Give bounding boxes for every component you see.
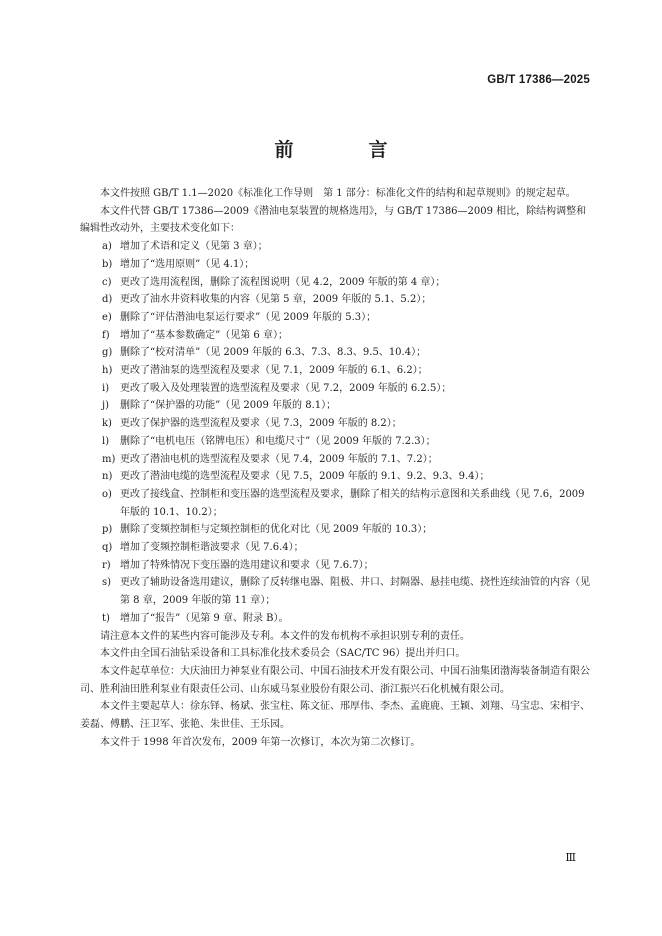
list-item-marker: a) bbox=[102, 241, 112, 253]
list-item bbox=[80, 539, 590, 557]
list-item-text: 更改了潜油泵的选型流程及要求（见 7.1，2009 年版的 6.1、6.2）； bbox=[120, 365, 428, 377]
paragraph-drafters: 本文件主要起草人：徐东铎、杨斌、张宝柱、陈文征、邢厚伟、李杰、孟鹿鹿、王颖、刘翔、马宝忠、宋相宇、姜磊、傅鹏、汪卫军、张艳、朱世佳、王乐园。 bbox=[80, 701, 590, 731]
list-item-text: 增加了变频控制柜谐波要求（见 7.6.4）； bbox=[120, 542, 304, 554]
list-item-marker: r) bbox=[102, 559, 111, 571]
list-item-text: 更改了潜油电机的选型流程及要求（见 7.4，2009 年版的 7.1、7.2）； bbox=[120, 453, 438, 465]
list-item-marker: b) bbox=[102, 258, 113, 270]
list-item-marker: i) bbox=[102, 382, 110, 394]
list-item bbox=[80, 362, 590, 380]
list-item-marker: o) bbox=[102, 488, 112, 500]
list-item-marker: n) bbox=[102, 471, 113, 483]
list-item-text: 删除了“校对清单”（见 2009 年版的 6.3、7.3、8.3、9.5、10.4）； bbox=[120, 347, 427, 359]
changes-list bbox=[80, 238, 590, 627]
paragraph-committee: 本文件由全国石油钻采设备和工具标准化技术委员会（SAC/TC 96）提出并归口。 bbox=[100, 648, 466, 660]
body-text bbox=[80, 185, 590, 752]
list-item-text: 增加了特殊情况下变压器的选用建议和要求（见 7.6.7）； bbox=[120, 559, 374, 571]
list-item-marker: s) bbox=[102, 577, 112, 589]
paragraph-drafting-rules: 本文件按照 GB/T 1.1—2020《标准化工作导则 第 1 部分：标准化文件的结构和起草规则》的规定起草。 bbox=[100, 188, 576, 199]
list-item-marker: g) bbox=[102, 347, 113, 359]
list-item-marker: p) bbox=[102, 524, 113, 536]
list-item-marker: d) bbox=[102, 294, 113, 306]
list-item bbox=[80, 415, 590, 433]
list-item-text: 增加了术语和定义（见第 3 章）； bbox=[120, 241, 268, 253]
list-item-text: 删除了“评估潜油电泵运行要求”（见 2009 年版的 5.3）； bbox=[120, 311, 377, 323]
list-item bbox=[80, 291, 590, 309]
page-title: 前 言 bbox=[274, 139, 416, 161]
list-item-text: 更改了保护器的选型流程及要求（见 7.3，2009 年版的 8.2）； bbox=[120, 418, 402, 430]
list-item-text: 增加了“报告”（见第 9 章、附录 B）。 bbox=[120, 612, 289, 624]
list-item-marker: l) bbox=[102, 435, 110, 447]
list-item bbox=[80, 309, 590, 327]
list-item-marker: j) bbox=[102, 400, 110, 412]
list-item bbox=[80, 433, 590, 451]
list-item-marker: q) bbox=[102, 542, 113, 554]
list-item bbox=[80, 521, 590, 539]
list-item-text: 删除了“电机电压（铭牌电压）和电缆尺寸”（见 2009 年版的 7.2.3）； bbox=[120, 435, 436, 447]
list-item-text: 增加了“基本参数确定”（见第 6 章）； bbox=[120, 329, 288, 341]
list-item bbox=[80, 451, 590, 469]
standard-code: GB/T 17386—2025 bbox=[487, 74, 590, 86]
list-item-marker: k) bbox=[102, 418, 112, 430]
list-item-text: 更改了吸入及处理装置的选型流程及要求（见 7.2，2009 年版的 6.2.5）； bbox=[120, 382, 452, 394]
list-item-text: 增加了“选用原则”（见 4.1）； bbox=[120, 258, 255, 270]
list-item-marker: h) bbox=[102, 365, 113, 377]
list-item bbox=[80, 238, 590, 256]
paragraph-patent-notice: 请注意本文件的某些内容可能涉及专利。本文件的发布机构不承担识别专利的责任。 bbox=[100, 630, 470, 642]
list-item bbox=[80, 610, 590, 628]
list-item-marker: f) bbox=[102, 329, 110, 341]
list-item bbox=[80, 468, 590, 486]
list-item-marker: m) bbox=[102, 453, 116, 465]
list-item-text: 删除了变频控制柜与定频控制柜的优化对比（见 2009 年版的 10.3）； bbox=[120, 524, 433, 536]
paragraph-drafting-units: 本文件起草单位：大庆油田力神泵业有限公司、中国石油技术开发有限公司、中国石油集团渤海装备制造有限公司、胜利油田胜利泵业有限责任公司、山东威马泵业股份有限公司、浙江振兴石化机械有限公司。 bbox=[80, 665, 590, 695]
page-number: Ⅲ bbox=[565, 851, 576, 864]
list-item-text: 更改了油水井资料收集的内容（见第 5 章，2009 年版的 5.1、5.2）； bbox=[120, 294, 432, 306]
list-item-marker: t) bbox=[102, 612, 110, 624]
list-item bbox=[80, 327, 590, 345]
list-item-text: 删除了“保护器的功能”（见 2009 年版的 8.1）； bbox=[120, 400, 337, 412]
list-item bbox=[80, 256, 590, 274]
list-item bbox=[80, 274, 590, 292]
list-item bbox=[80, 486, 590, 521]
paragraph-history: 本文件于 1998 年首次发布，2009 年第一次修订，本次为第二次修订。 bbox=[100, 736, 421, 748]
list-item-text: 更改了选用流程图，删除了流程图说明（见 4.2，2009 年版的第 4 章）； bbox=[120, 276, 446, 288]
list-item-text: 更改了接线盒、控制柜和变压器的选型流程及要求，删除了相关的结构示意图和关系曲线（见 7.6，2009 年版的 10.1、10.2）； bbox=[120, 488, 585, 518]
list-item bbox=[80, 380, 590, 398]
list-item bbox=[80, 397, 590, 415]
list-item bbox=[80, 344, 590, 362]
list-item bbox=[80, 574, 590, 609]
paragraph-replacement: 本文件代替 GB/T 17386—2009《潜油电泵装置的规格选用》，与 GB/T 17386—2009 相比，除结构调整和编辑性改动外，主要技术变化如下： bbox=[80, 205, 587, 235]
list-item-marker: e) bbox=[102, 311, 112, 323]
list-item-marker: c) bbox=[102, 276, 112, 288]
list-item-text: 更改了辅助设备选用建议，删除了反转继电器、阻极、井口、封隔器、悬挂电缆、挠性连续油管的内容（见第 8 章，2009 年版的第 11 章）； bbox=[120, 577, 590, 607]
list-item bbox=[80, 557, 590, 575]
list-item-text: 更改了潜油电缆的选型流程及要求（见 7.5，2009 年版的 9.1、9.2、9.3、9.4）； bbox=[120, 471, 490, 483]
